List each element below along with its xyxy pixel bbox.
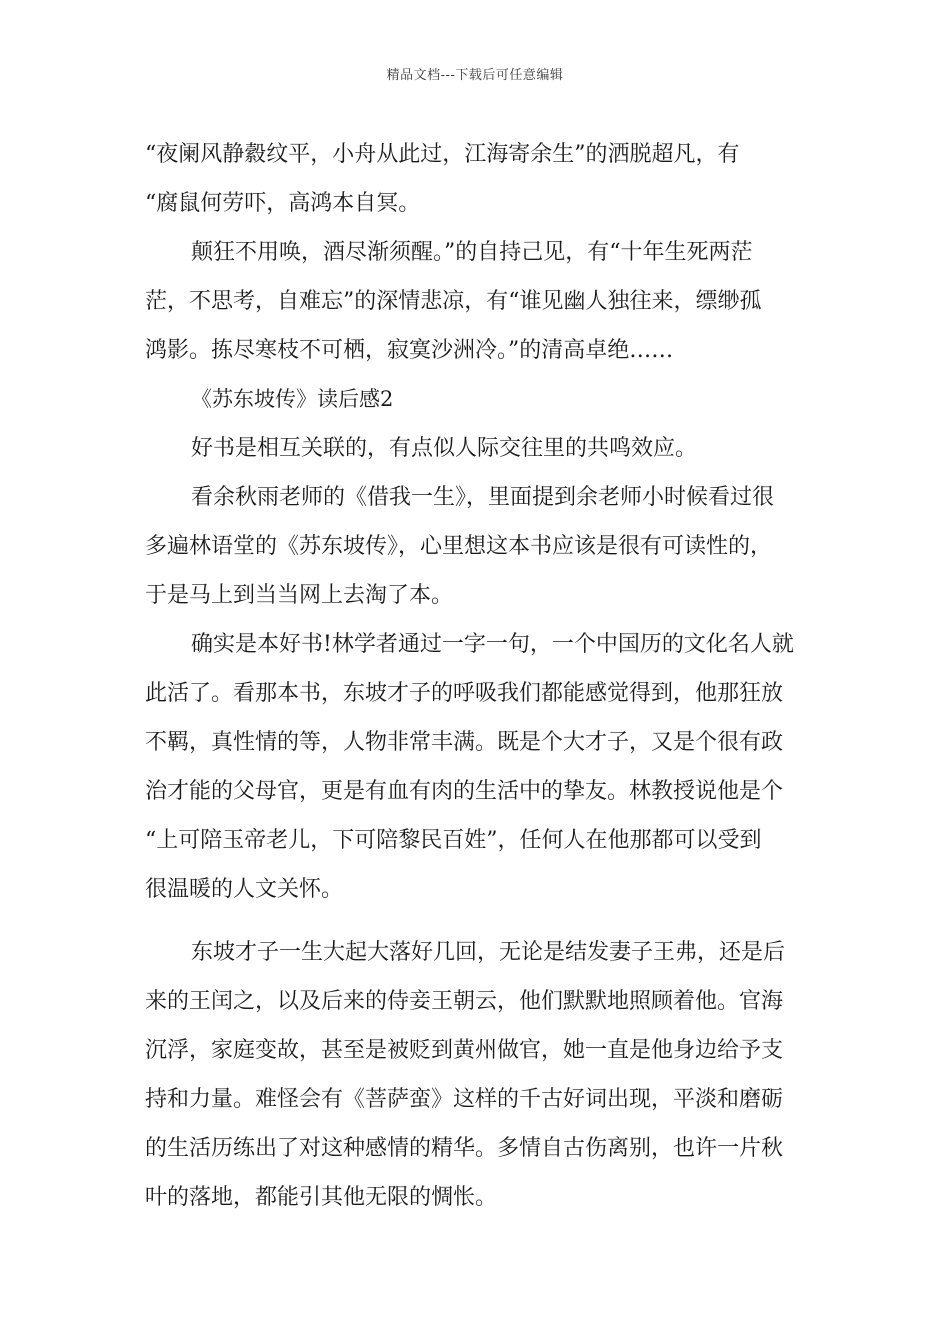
text-line: 治才能的父母官，更是有血有肉的生活中的挚友。林教授说他是个 <box>145 779 784 804</box>
text-line: 好书是相互关联的，有点似人际交往里的共鸣效应。 <box>191 436 698 461</box>
text-line: 东坡才子一生大起大落好几回，无论是结发妻子王弗，还是后 <box>191 940 786 965</box>
text-line: 鸿影。拣尽寒枝不可栖，寂寞沙洲冷。”的清高卓绝…… <box>145 338 674 363</box>
text-line: 来的王闰之，以及后来的侍妾王朝云，他们默默地照顾着他。官海 <box>145 989 784 1014</box>
page-header: 精品文档---下载后可任意编辑 <box>386 68 564 83</box>
text-line: 叶的落地，都能引其他无限的惆怅。 <box>145 1185 498 1210</box>
text-line: 看余秋雨老师的《借我一生》，里面提到余老师小时候看过很 <box>191 485 775 510</box>
text-line: 持和力量。难怪会有《菩萨蛮》这样的千古好词出现，平淡和磨砺 <box>145 1087 784 1112</box>
text-line: 茫，不思考，自难忘”的深情悲凉，有“谁见幽人独往来，缥缈孤 <box>145 289 762 314</box>
section-heading: 《苏东坡传》读后感2 <box>191 387 394 411</box>
text-line: 多遍林语堂的《苏东坡传》，心里想这本书应该是很有可读性的， <box>145 534 773 559</box>
text-line: 很温暖的人文关怀。 <box>145 877 344 902</box>
text-line: 于是马上到当当网上去淘了本。 <box>145 583 454 608</box>
text-line: 颠狂不用唤，酒尽渐须醒。”的自持己见，有“十年生死两茫 <box>191 240 753 265</box>
text-line: 沉浮，家庭变故，甚至是被贬到黄州做官，她一直是他身边给予支 <box>145 1038 784 1063</box>
text-line: “夜阑风静縠纹平，小舟从此过，江海寄余生”的洒脱超凡，有 <box>145 142 740 167</box>
text-line: 此活了。看那本书，东坡才子的呼吸我们都能感觉得到，他那狂放 <box>145 681 784 706</box>
text-line: 确实是本好书!林学者通过一字一句，一个中国历的文化名人就 <box>191 632 794 657</box>
text-line: 不羁，真性情的等，人物非常丰满。既是个大才子，又是个很有政 <box>145 730 784 755</box>
document-body <box>145 130 813 1222</box>
text-line: “腐鼠何劳吓，高鸿本自冥。 <box>145 191 421 216</box>
paragraph-gap <box>145 914 813 928</box>
text-line: 的生活历练出了对这种感情的精华。多情自古伤离别，也许一片秋 <box>145 1136 784 1161</box>
text-line: “上可陪玉帝老儿，下可陪黎民百姓”，任何人在他那都可以受到 <box>145 828 762 853</box>
